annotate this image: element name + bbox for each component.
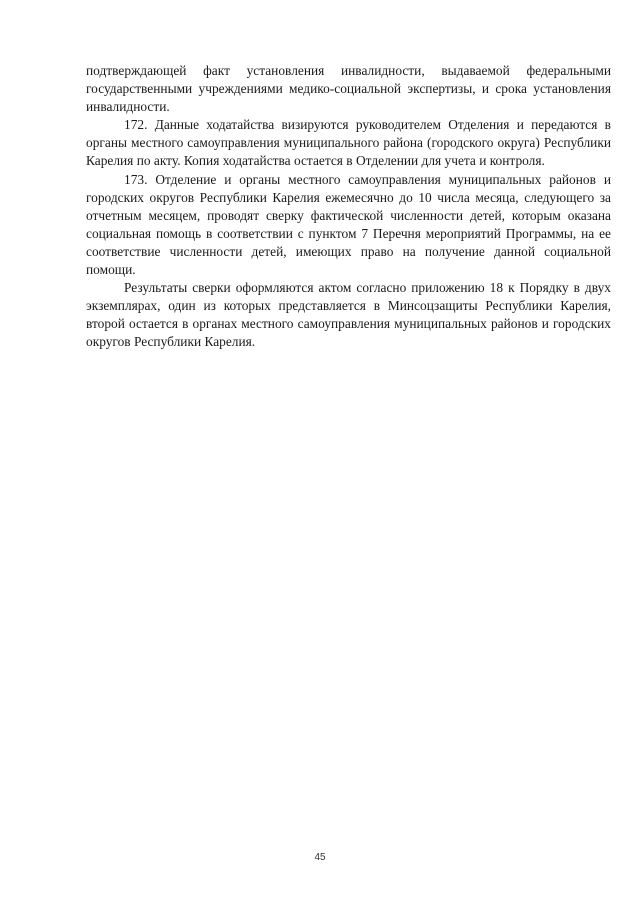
- paragraph-continuation: подтверждающей факт установления инвалидности, выдаваемой федеральными государственными учреждениями медико-социальной экспертизы, и срока установления инвалидности.: [86, 63, 611, 115]
- document-body: [86, 62, 611, 352]
- page-number: 45: [314, 852, 326, 863]
- paragraph-173: 173. Отделение и органы местного самоуправления муниципальных районов и городских округов Республики Карелия ежемесячно до 10 числа месяца, следующего за отчетным месяцем, проводят сверку фактической численности детей, которым оказана социальная помощь в соответствии с пунктом 7 Перечня мероприятий Программы, на ее соответствие численности детей, имеющих право на получение данной социальной помощи.: [86, 171, 611, 278]
- paragraph-results: Результаты сверки оформляются актом согласно приложению 18 к Порядку в двух экземплярах, один из которых представляется в Минсоцзащиты Республики Карелия, второй остается в органах местного самоуправления муниципальных районов и городских округов Республики Карелия.: [86, 280, 611, 350]
- paragraph-172: 172. Данные ходатайства визируются руководителем Отделения и передаются в органы местного самоуправления муниципального района (городского округа) Республики Карелия по акту. Копия ходатайства остается в Отделении для учета и контроля.: [86, 117, 611, 169]
